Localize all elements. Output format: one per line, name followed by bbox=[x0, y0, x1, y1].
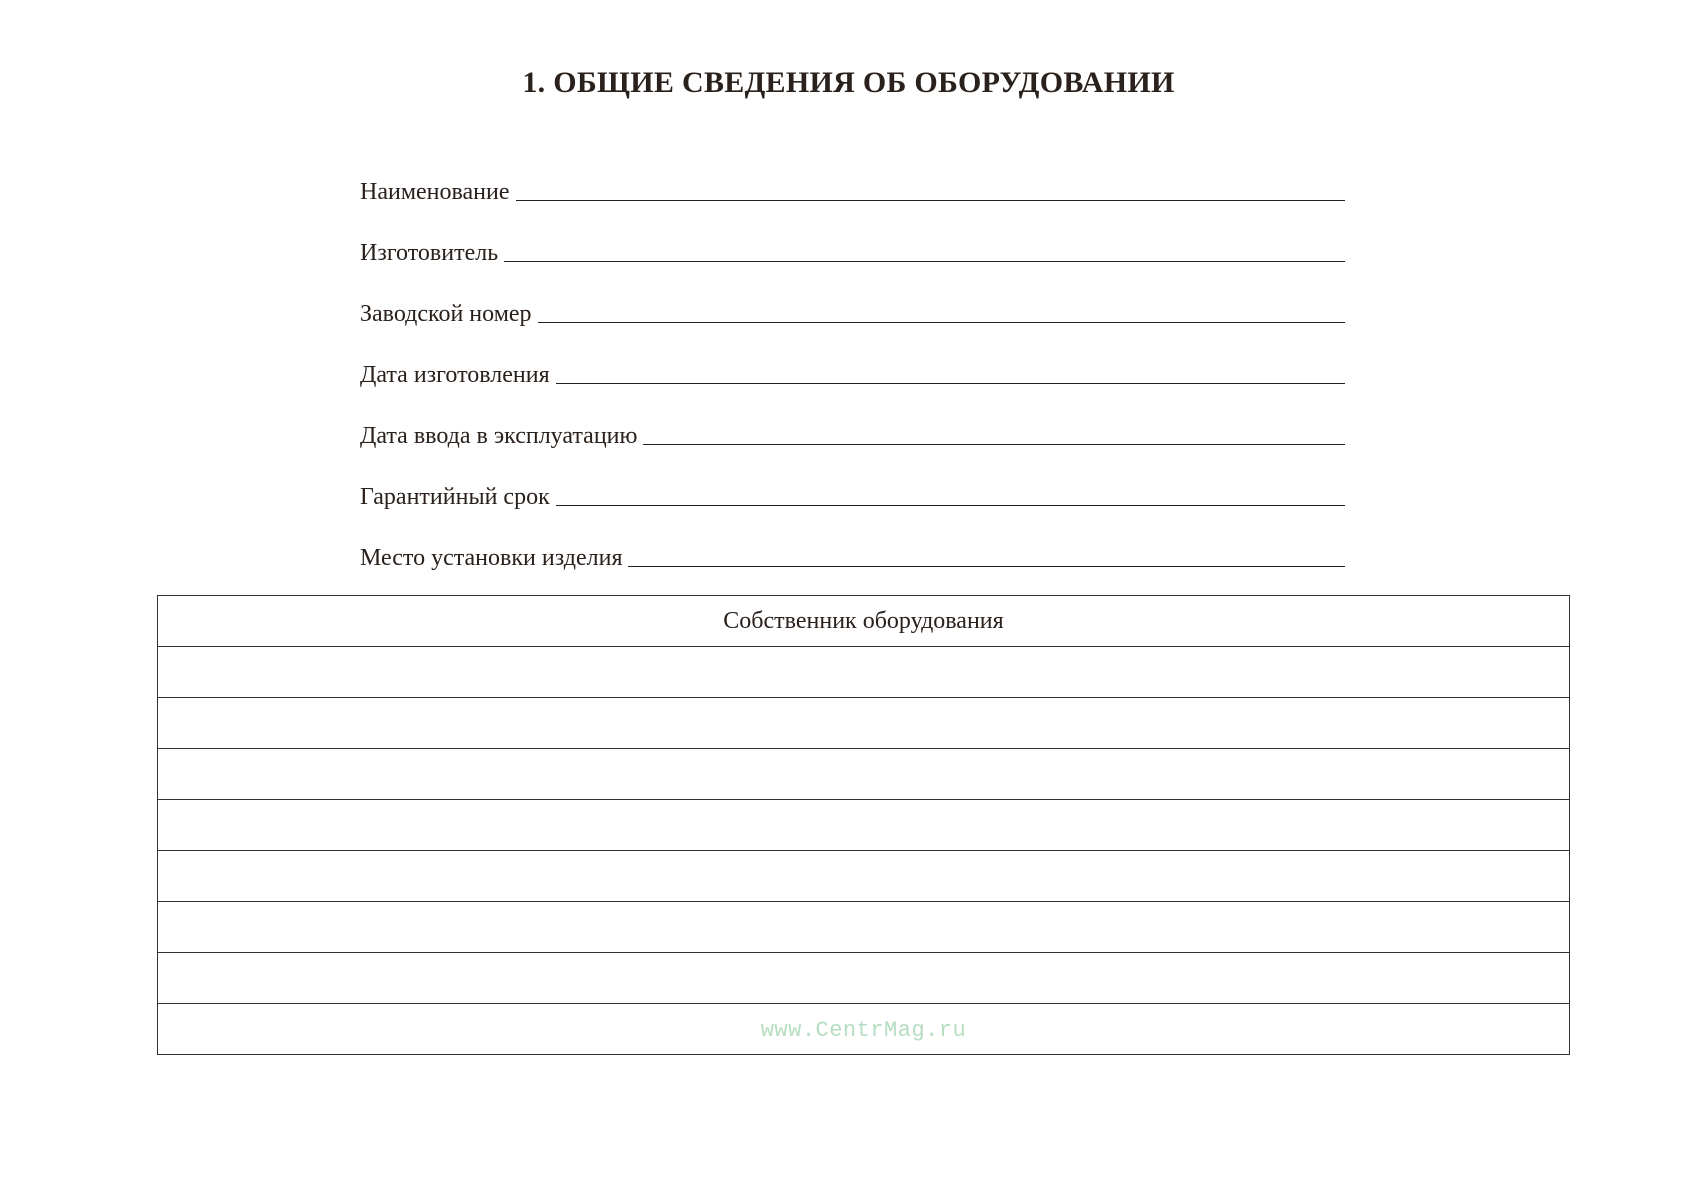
owner-table-header: Собственник оборудования bbox=[158, 596, 1570, 647]
owner-table-header-row bbox=[158, 596, 1570, 647]
field-manufacturer bbox=[360, 206, 1345, 267]
field-label-manufacturer: Изготовитель bbox=[360, 240, 499, 266]
field-label-name: Наименование bbox=[360, 179, 510, 205]
owner-table-cell[interactable] bbox=[158, 851, 1570, 902]
owner-table-cell[interactable] bbox=[158, 749, 1570, 800]
table-row bbox=[158, 902, 1570, 953]
field-input-manufacturer[interactable] bbox=[504, 239, 1345, 262]
table-row bbox=[158, 1004, 1570, 1055]
equipment-info-fields bbox=[360, 145, 1345, 572]
page-title: 1. ОБЩИЕ СВЕДЕНИЯ ОБ ОБОРУДОВАНИИ bbox=[522, 66, 1175, 99]
owner-table bbox=[157, 595, 1570, 1055]
table-row bbox=[158, 647, 1570, 698]
watermark: www.CentrMag.ru bbox=[760, 1017, 967, 1043]
field-input-installation-place[interactable] bbox=[628, 544, 1345, 567]
field-label-warranty-period: Гарантийный срок bbox=[360, 484, 550, 510]
owner-table-cell[interactable] bbox=[158, 647, 1570, 698]
field-label-manufacture-date: Дата изготовления bbox=[360, 362, 550, 388]
table-row bbox=[158, 953, 1570, 1004]
field-label-installation-place: Место установки изделия bbox=[360, 545, 623, 571]
field-label-serial-number: Заводской номер bbox=[360, 301, 532, 327]
owner-table-cell[interactable] bbox=[158, 800, 1570, 851]
field-input-commissioning-date[interactable] bbox=[643, 422, 1345, 445]
field-label-commissioning-date: Дата ввода в эксплуатацию bbox=[360, 423, 638, 449]
table-row bbox=[158, 800, 1570, 851]
table-row bbox=[158, 698, 1570, 749]
field-manufacture-date bbox=[360, 328, 1345, 389]
owner-table-cell[interactable] bbox=[158, 902, 1570, 953]
owner-table-cell-last[interactable] bbox=[158, 1004, 1570, 1055]
field-input-name[interactable] bbox=[516, 178, 1345, 201]
field-input-manufacture-date[interactable] bbox=[556, 361, 1345, 384]
field-input-warranty-period[interactable] bbox=[556, 483, 1345, 506]
field-name bbox=[360, 145, 1345, 206]
table-row bbox=[158, 851, 1570, 902]
owner-table-cell[interactable] bbox=[158, 953, 1570, 1004]
field-serial-number bbox=[360, 267, 1345, 328]
table-row bbox=[158, 749, 1570, 800]
field-installation-place bbox=[360, 511, 1345, 572]
field-input-serial-number[interactable] bbox=[538, 300, 1345, 323]
field-commissioning-date bbox=[360, 389, 1345, 450]
field-warranty-period bbox=[360, 450, 1345, 511]
owner-table-cell[interactable] bbox=[158, 698, 1570, 749]
